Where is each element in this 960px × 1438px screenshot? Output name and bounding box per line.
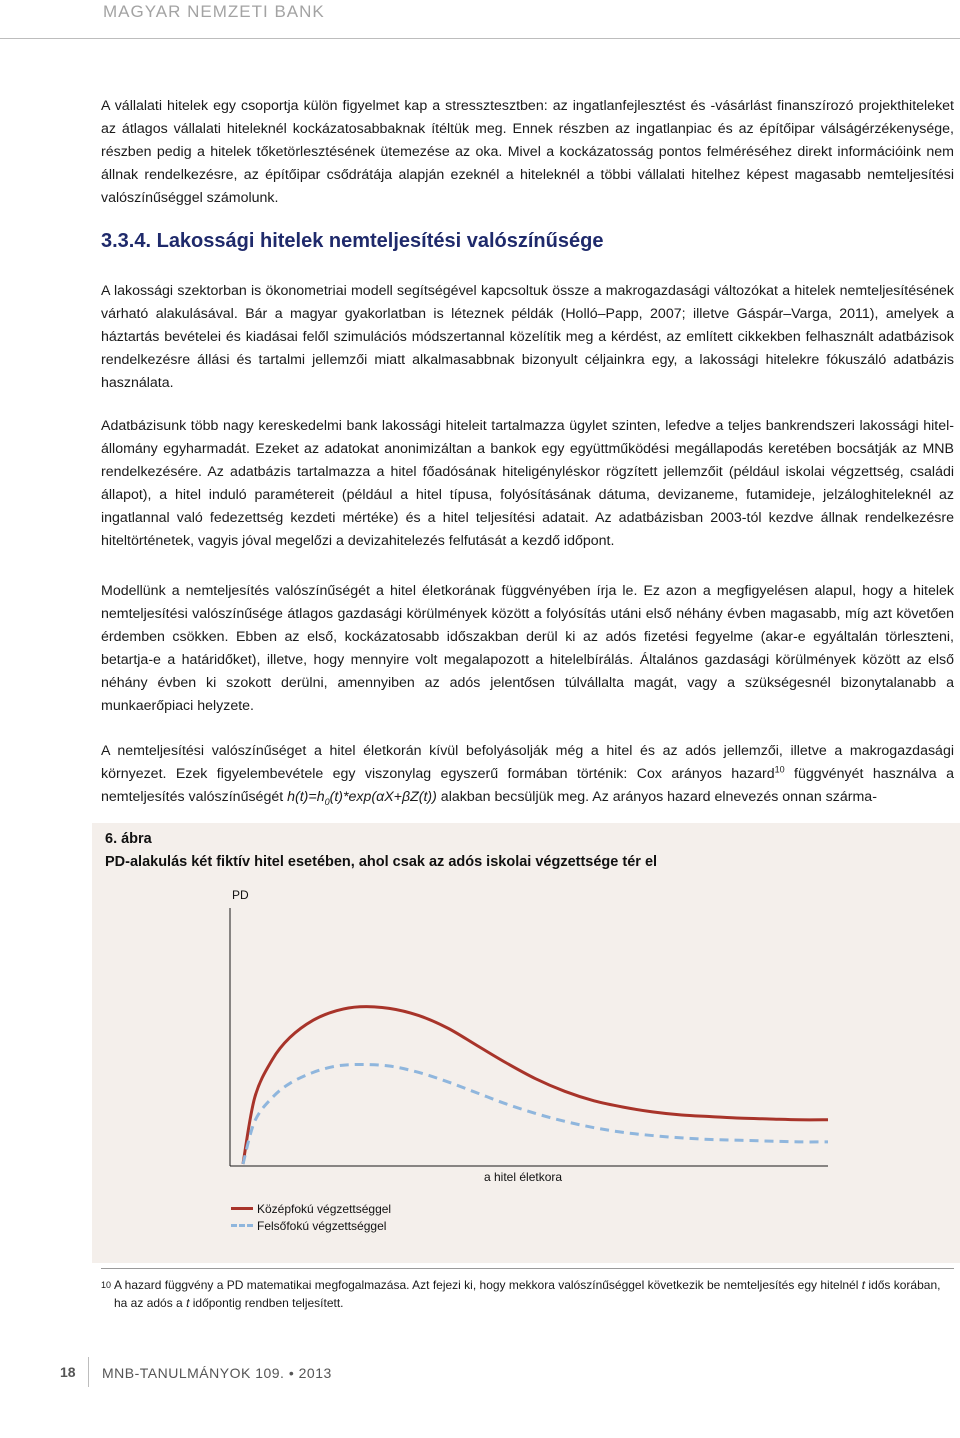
figure-number: 6. ábra <box>105 831 152 847</box>
footer-divider <box>88 1357 89 1387</box>
header-divider <box>0 38 960 39</box>
running-header: MAGYAR NEMZETI BANK <box>103 2 325 21</box>
figure-title: PD-alakulás két fiktív hitel esetében, ahol csak az adós iskolai végzettsége tér el <box>105 854 658 870</box>
section-heading: 3.3.4. Lakossági hitelek nemteljesítési valószínűsége <box>101 230 604 252</box>
chart-legend <box>231 1200 391 1234</box>
legend-item-secondary <box>231 1200 391 1217</box>
legend-swatch-dashed <box>231 1224 253 1227</box>
footnote-divider <box>101 1268 954 1269</box>
publication-footer: MNB-TANULMÁNYOK 109. • 2013 <box>102 1365 332 1381</box>
paragraph-database: Adatbázisunk több nagy kereskedelmi bank lakossági hiteleit tartalmazza ügylet szinten, lefedve a teljes bankrendszeri lakossági hitel-állomány egyharmadát. Ezeket az adatokat anonimizáltan a bankok egy együttműködési megállapodás keretében bocsátják az MNB rendelkezésére. Az adatbázis tartalmazza a hitel főadósának hiteligényléskor rögzített jellemzőit (például iskolai végzettség, családi állapot), a hitel induló paramétereit (például a hitel típusa, folyósításának dátuma, devizaneme, futamideje, jelzáloghiteleknél az ingatlannal való fedezettség kezdeti mértéke) és a hitel teljesítési adatait. Az adatbázisban 2003-tól kezdve állnak rendelkezésre hiteltörténetek, vagyis jóval megelőzi a devizahitelezés felfutását a kezdő időpont. <box>101 418 954 549</box>
legend-label: Középfokú végzettséggel <box>257 1201 392 1216</box>
legend-label: Felsőfokú végzettséggel <box>257 1218 387 1233</box>
paragraph-project-loans: A vállalati hitelek egy csoportja külön figyelmet kap a stressztesztben: az ingatlanfejlesztést és -vásárlást finanszírozó projekthiteleket az átlagos vállalati hiteleknél kockázatosabbaknak ítéltük meg. Ennek részben az ingatlanpiac és az építőipar válságérzékenysége, részben pedig a hitelek tőketörlesztésének ütemezése az oka. Mivel a kockázatosság pontos felméréséhez direkt információink nem állnak rendelkezésre, az építőipar csődrátája alapján ezeknél a hiteleknél a többi vállalati hitelhez képest magasabb nemteljesítési valószínűséggel számolunk. <box>101 98 954 206</box>
paragraph-cox-hazard: A nemteljesítési valószínűséget a hitel életkorán kívül befolyásolják még a hitel és az adós jellemzői, illetve a makrogazdasági környezet. Ezek figyelembevétele egy viszonylag egyszerű formában történik: Cox arányos hazard$^{10}$ függvényét használva a nemteljesítés valószínűségét $h(t)=h_0(t)*\exp(\alpha X+\beta Z(t))$ alakban becsüljük meg. Az arányos hazard elnevezés onnan szárma- <box>101 743 954 807</box>
footnote <box>101 1276 954 1312</box>
paragraph-loan-age: Modellünk a nemteljesítés valószínűségét a hitel életkorának függvényében írja le. Ez azon a megfigyelésen alapul, hogy a hitelek nemteljesítési valószínűsége átlagos gazdasági körülmények között a folyósítás utáni első néhány évben magasabb, míg azt követően érdemben csökken. Ebben az első, kockázatosabb időszakban derül ki az adós fizetési fegyelme (akar-e egyáltalán törleszteni, betartja-e a határidőket), illetve, hogy mennyire volt megalapozott a hitelelbírálás. Általános gazdasági körülmények között az első néhány évben ki szokott derülni, amennyiben az adós jelentősen túlvállalta magát, vagy a szükségesnél bizonytalanabb a munkaerőpiaci helyzete. <box>101 583 954 714</box>
page-number: 18 <box>60 1364 76 1380</box>
footnote-number: 10 <box>101 1280 112 1290</box>
legend-swatch-solid <box>231 1207 253 1210</box>
figure-panel <box>92 823 960 1263</box>
paragraph-retail-model: A lakossági szektorban is ökonometriai modell segítségével kapcsoltuk össze a makrogazdasági változókat a hitelek nemteljesítésének várható alakulásával. Bár a magyar gyakorlatban is léteznek példák (Holló–Papp, 2007; illetve Gáspár–Varga, 2011), amelyek a háztartás bevételei és kiadásai felől szimulációs módszertannal közelítik meg a kérdést, az említett cikkekben felhasznált adatbázisok rendelkezésre állási és tartalmi jellemzői miatt alkalmasabbnak bizonyult céljainkra egy, a lakossági hitelekre fókuszáló adatbázis használata. <box>101 283 954 391</box>
footnote-text: A hazard függvény a PD matematikai megfogalmazása. Azt fejezi ki, hogy mekkora valószínűséggel következik be nemteljesítés egy hitelnél t idős korában, ha az adós a t időpontig rendben teljesített. <box>114 1278 941 1310</box>
x-axis-label: a hitel életkora <box>484 1170 563 1184</box>
footnote-ref[interactable]: 10 <box>774 764 785 775</box>
legend-item-tertiary <box>231 1217 391 1234</box>
hazard-formula: $h(t)=h_0(t)*\exp(\alpha X+\beta Z(t))$ <box>287 789 437 807</box>
y-axis-label: PD <box>232 888 249 902</box>
